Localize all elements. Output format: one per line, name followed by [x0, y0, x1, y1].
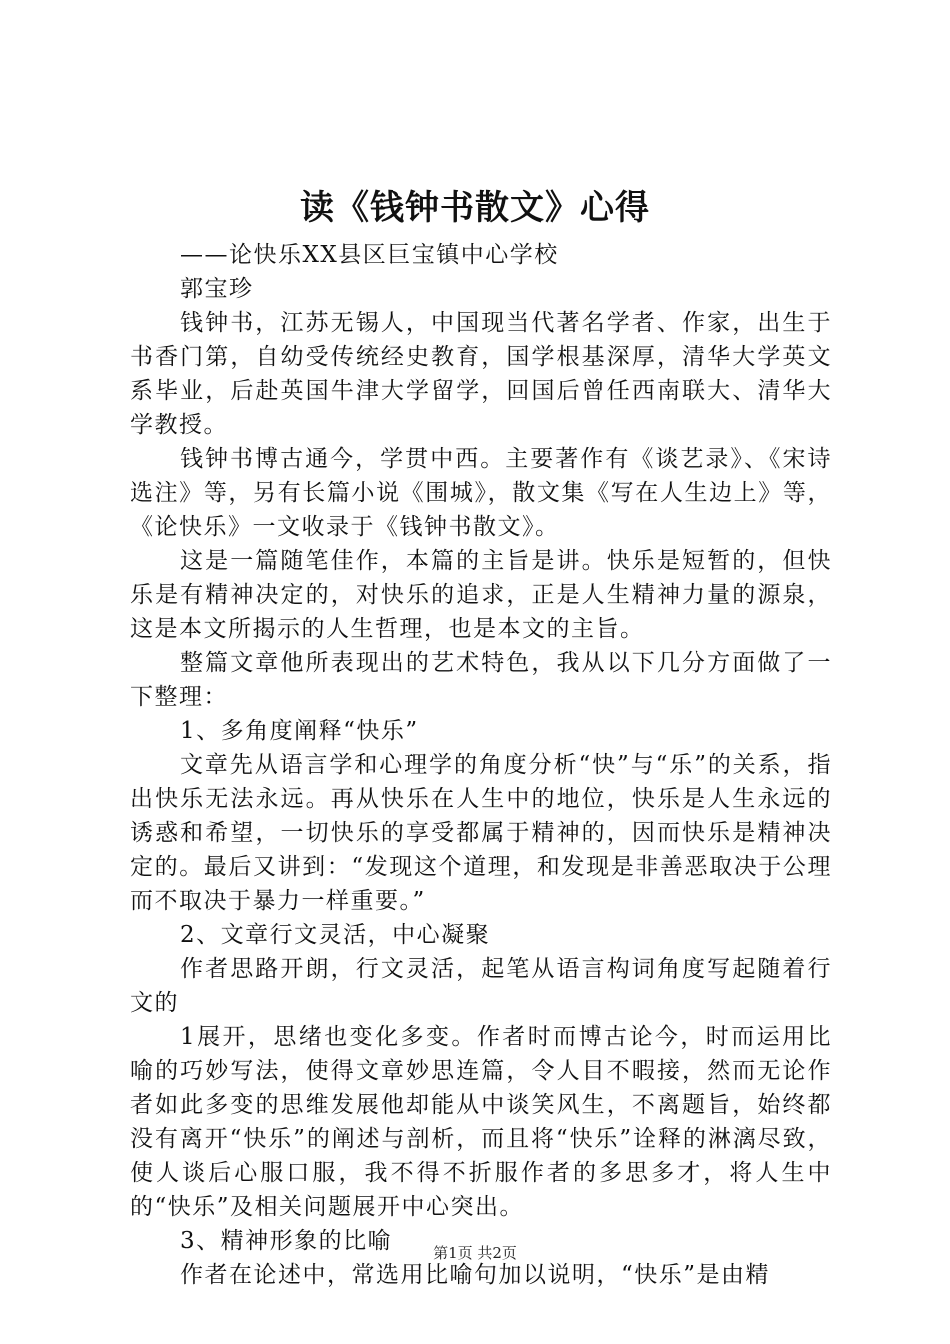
page-footer: 第1页 共2页 — [433, 1244, 517, 1262]
author-line: 郭宝珍 — [180, 276, 254, 302]
document-title: 读《钱钟书散文》心得 — [300, 188, 650, 228]
subtitle-line: ——论快乐XX县区巨宝镇中心学校 — [180, 242, 559, 268]
paragraph: 1展开，思绪也变化多变。作者时而博古论今，时而运用比喻的巧妙写法，使得文章妙思连篇，令人目不暇接，然而无论作者如此多变的思维发展他却能从中谈笑风生，不离题旨，始终都没有离开“快乐”的阐述与剖析，而且将“快乐”诠释的淋漓尽致，使人谈后心服口服，我不得不折服作者的多思多才，将人生中的“快乐”及相关问题展开中心突出。 — [130, 1024, 832, 1220]
paragraph: 作者思路开朗，行文灵活，起笔从语言构词角度写起随着行文的 — [130, 956, 832, 1016]
section-heading: 3、精神形象的比喻 — [180, 1228, 393, 1254]
paragraph: 这是一篇随笔佳作，本篇的主旨是讲。快乐是短暂的，但快乐是有精神决定的，对快乐的追求，正是人生精神力量的源泉，这是本文所揭示的人生哲理，也是本文的主旨。 — [130, 548, 832, 642]
paragraph: 作者在论述中，常选用比喻句加以说明，“快乐”是由精 — [180, 1262, 771, 1288]
paragraph: 文章先从语言学和心理学的角度分析“快”与“乐”的关系，指出快乐无法永远。再从快乐在人生中的地位，快乐是人生永远的诱惑和希望，一切快乐的享受都属于精神的，因而快乐是精神决定的。最后又讲到：“发现这个道理，和发现是非善恶取决于公理而不取决于暴力一样重要。” — [130, 752, 832, 914]
section-heading: 2、文章行文灵活，中心凝聚 — [180, 922, 491, 948]
paragraph: 钱钟书，江苏无锡人，中国现当代著名学者、作家，出生于书香门第，自幼受传统经史教育，国学根基深厚，清华大学英文系毕业，后赴英国牛津大学留学，回国后曾任西南联大、清华大学教授。 — [130, 310, 832, 438]
paragraph: 整篇文章他所表现出的艺术特色，我从以下几分方面做了一下整理： — [130, 650, 832, 710]
section-heading: 1、多角度阐释“快乐” — [180, 718, 419, 744]
document-body — [130, 238, 832, 1292]
paragraph: 钱钟书博古通今，学贯中西。主要著作有《谈艺录》、《宋诗选注》等，另有长篇小说《围城》，散文集《写在人生边上》等，《论快乐》一文收录于《钱钟书散文》。 — [130, 446, 832, 540]
